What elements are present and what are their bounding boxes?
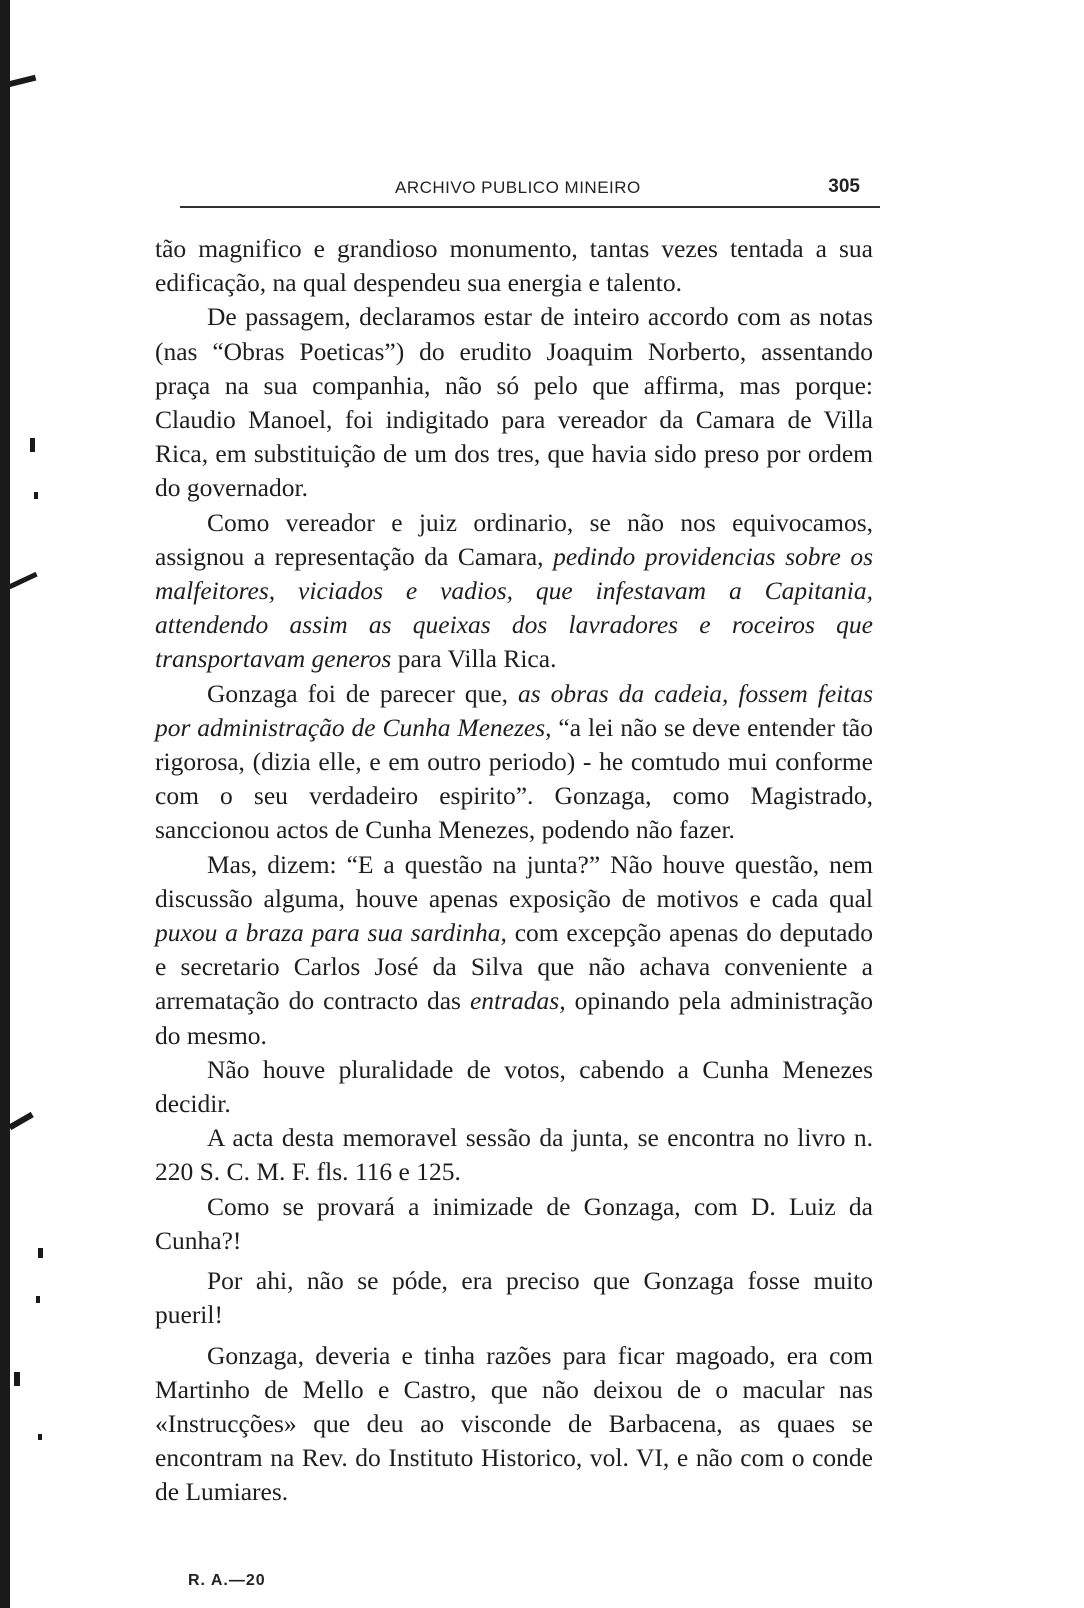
text-segment: A acta desta memoravel sessão da junta, se encontra no livro n. 220 S. C. M. F. fls. 116 e 125. [155, 1123, 873, 1187]
paragraph [155, 506, 873, 677]
edge-mark [34, 492, 38, 499]
italic-text: entradas, [469, 986, 566, 1016]
page-number: 305 [828, 176, 860, 197]
header-title: ARCHIVO PUBLICO MINEIRO [395, 178, 641, 197]
edge-mark [8, 572, 37, 589]
paragraph [155, 1121, 873, 1189]
edge-mark [36, 1296, 40, 1303]
running-header [180, 176, 880, 210]
body-text [155, 232, 873, 1510]
text-segment: Não houve pluralidade de votos, cabendo a Cunha Menezes decidir. [155, 1054, 873, 1119]
italic-text: puxou a braza para sua sardinha, [155, 918, 507, 948]
text-segment: Por ahi, não se póde, era preciso que Gonzaga fosse muito pueril! [155, 1266, 873, 1330]
text-segment: “a lei não se deve entender tão rigorosa, (dizia elle, e em outro periodo) - he comtudo mui conforme com o seu verdadeiro espirito”. Gonzaga, como Magistrado, sanccionou actos de Cunha Menezes, podendo não fazer. [155, 712, 873, 845]
paragraph [155, 677, 873, 848]
text-segment: tão magnifico e grandioso monumento, tantas vezes tentada a sua edificação, na qual despendeu sua energia e talento. [155, 234, 873, 298]
signature-mark: R. A.—20 [188, 1572, 266, 1589]
text-segment: Gonzaga foi de parecer que, [207, 678, 518, 708]
edge-mark [38, 1248, 43, 1258]
italic-text: pedindo providencias sobre os malfeitores, viciados e vadios, que infestavam a Capitania, attendendo assim as queixas dos lavradores e roceiros que transportavam generos [155, 541, 873, 674]
paragraph [155, 848, 873, 1053]
text-segment: com excepção apenas do deputado e secretario Carlos José da Silva que não achava conveniente a arrematação do contracto das [155, 918, 873, 1016]
italic-text: as obras da cadeia, fossem feitas por administração de Cunha Menezes, [155, 678, 873, 742]
header-rule [180, 206, 880, 210]
edge-mark [38, 1434, 42, 1440]
edge-mark [14, 1372, 20, 1386]
text-segment: Como vereador e juiz ordinario, se não nos equivocamos, assignou a representação da Camara, [155, 507, 873, 571]
edge-mark [8, 1112, 34, 1130]
paragraph [155, 232, 873, 300]
paragraph [155, 1190, 873, 1258]
text-segment: Mas, dizem: “E a questão na junta?” Não houve questão, nem discussão alguma, houve apenas exposição de motivos e cada qual [155, 849, 873, 913]
text-segment: opinando pela administração do mesmo. [155, 986, 873, 1050]
scan-edge [0, 0, 10, 1608]
text-segment: Como se provará a inimizade de Gonzaga, com D. Luiz da Cunha?! [155, 1191, 873, 1255]
text-segment: De passagem, declaramos estar de inteiro accordo com as notas (nas “Obras Poeticas”) do erudito Joaquim Norberto, assentando praça na sua companhia, não só pelo que affirma, mas porque: Claudio Manoel, foi indigitado para vereador da Camara de Villa Rica, em substituição de um dos tres, que havia sido preso por ordem do governador. [155, 302, 873, 503]
text-segment: para Villa Rica. [391, 644, 557, 674]
edge-mark [30, 438, 35, 452]
edge-mark [8, 75, 37, 88]
paragraph [155, 1339, 873, 1510]
paragraph [155, 300, 873, 505]
paragraph [155, 1053, 873, 1121]
paragraph [155, 1264, 873, 1332]
text-segment: Gonzaga, deveria e tinha razões para ficar magoado, era com Martinho de Mello e Castro, que não deixou de o macular nas «Instrucções» que deu ao visconde de Barbacena, as quaes se encontram na Rev. do Instituto Historico, vol. VI, e não com o conde de Lumiares. [155, 1340, 873, 1507]
